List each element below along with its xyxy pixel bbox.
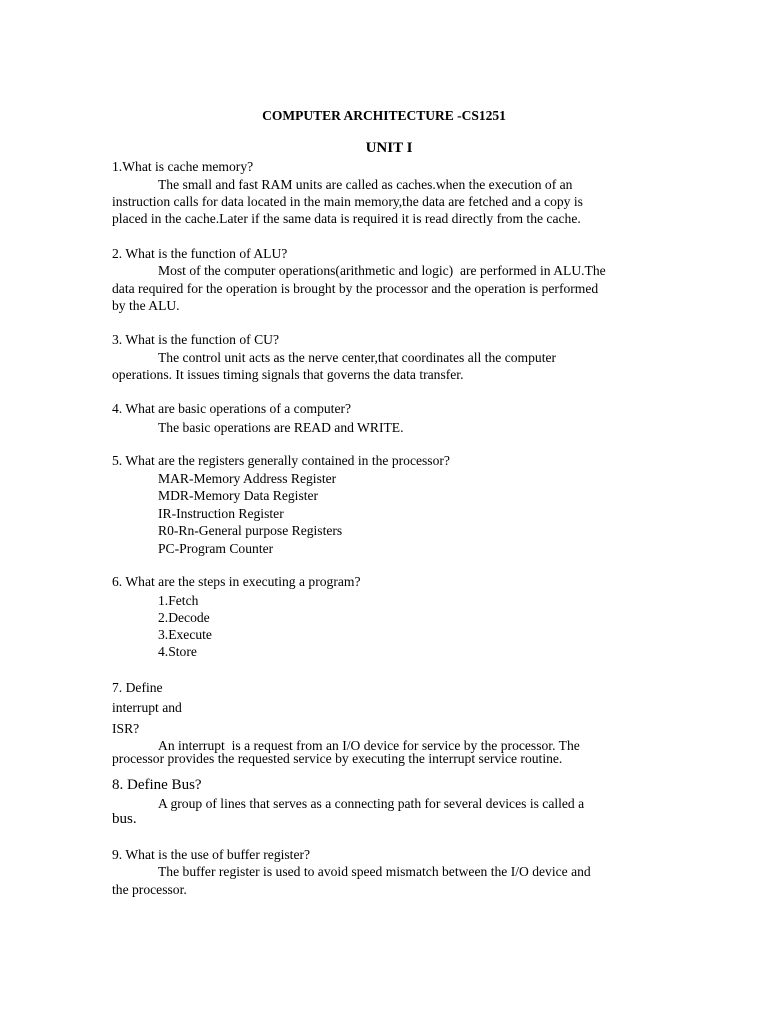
answer-1-line-2: instruction calls for data located in the main memory,the data are fetched and a copy is (112, 194, 583, 209)
register-item: MAR-Memory Address Register (158, 471, 337, 486)
question-7-line-2: interrupt and (112, 700, 182, 715)
question-6: 6. What are the steps in executing a program? (112, 574, 361, 589)
answer-2-line-2: data required for the operation is brought by the processor and the operation is performed (112, 281, 599, 296)
answer-3-line-2: operations. It issues timing signals that governs the data transfer. (112, 367, 464, 382)
answer-2-line-1: Most of the computer operations(arithmetic and logic) are performed in ALU.The (158, 263, 606, 278)
answer-1-line-3: placed in the cache.Later if the same data is required it is read directly from the cache. (112, 211, 581, 226)
step-item: 3.Execute (158, 627, 212, 642)
answer-4-line-1: The basic operations are READ and WRITE. (158, 420, 404, 435)
question-5: 5. What are the registers generally contained in the processor? (112, 453, 450, 468)
answer-9-line-1: The buffer register is used to avoid speed mismatch between the I/O device and (158, 864, 591, 879)
question-7-line-1: 7. Define (112, 680, 163, 695)
register-item: MDR-Memory Data Register (158, 488, 319, 503)
question-7-line-3: ISR? (112, 721, 140, 736)
register-item: PC-Program Counter (158, 541, 274, 556)
answer-7-line-2: processor provides the requested service by executing the interrupt service routine. (112, 751, 563, 766)
answer-3-line-1: The control unit acts as the nerve center,that coordinates all the computer (158, 350, 557, 365)
question-9: 9. What is the use of buffer register? (112, 847, 311, 862)
register-item: R0-Rn-General purpose Registers (158, 523, 343, 538)
unit-heading: UNIT I (365, 140, 413, 156)
document-title: COMPUTER ARCHITECTURE -CS1251 (262, 108, 506, 123)
step-item: 1.Fetch (158, 593, 199, 608)
step-item: 2.Decode (158, 610, 210, 625)
answer-2-line-3: by the ALU. (112, 298, 180, 313)
answer-8-line-2: bus. (112, 811, 137, 827)
question-1: 1.What is cache memory? (112, 159, 254, 174)
answer-9-line-2: the processor. (112, 882, 187, 897)
answer-1-line-1: The small and fast RAM units are called as caches.when the execution of an (158, 177, 573, 192)
question-8: 8. Define Bus? (112, 777, 202, 793)
register-item: IR-Instruction Register (158, 506, 284, 521)
question-2: 2. What is the function of ALU? (112, 246, 288, 261)
question-3: 3. What is the function of CU? (112, 332, 279, 347)
answer-7-line-1: An interrupt is a request from an I/O device for service by the processor. The (158, 738, 580, 753)
step-item: 4.Store (158, 644, 197, 659)
answer-8-line-1: A group of lines that serves as a connecting path for several devices is called a (158, 796, 585, 811)
question-4: 4. What are basic operations of a computer? (112, 401, 352, 416)
